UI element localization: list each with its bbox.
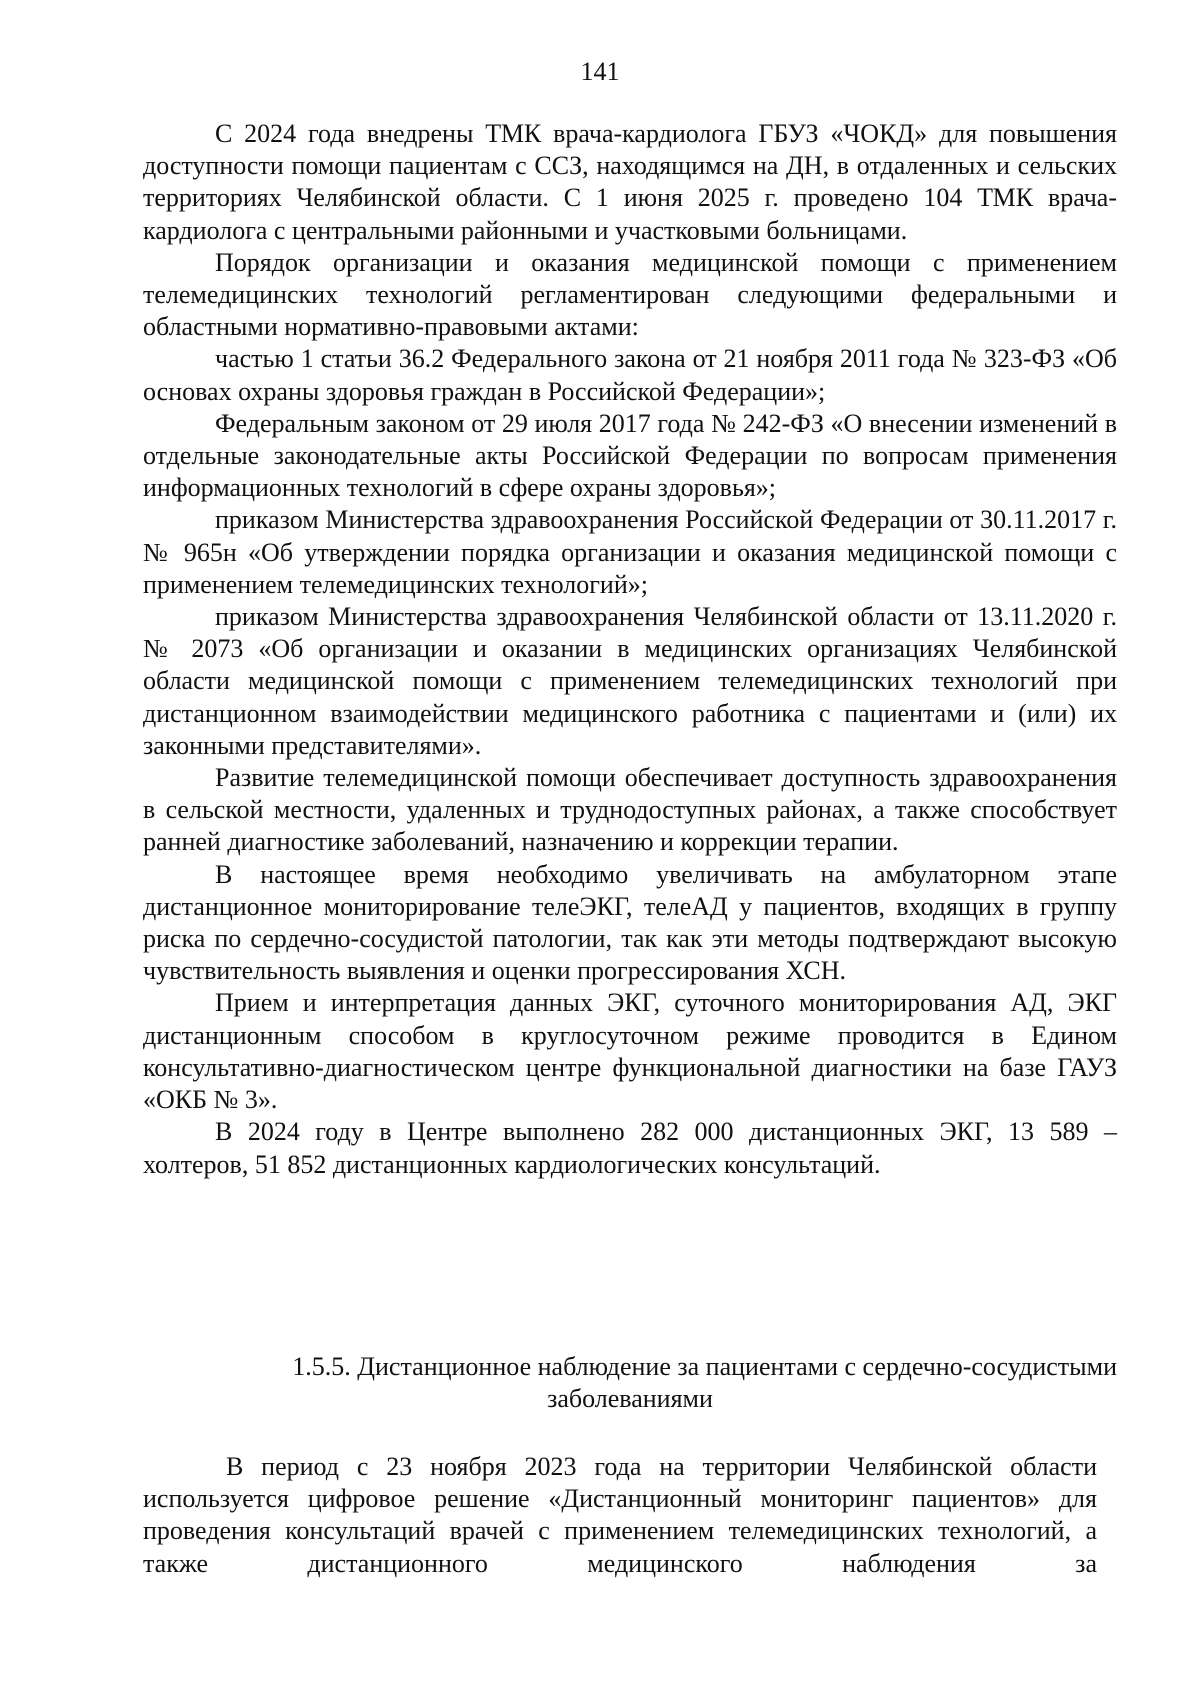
section-heading-line2: заболеваниями xyxy=(547,1384,713,1414)
paragraph-federal-law-242: Федеральным законом от 29 июля 2017 года № 242-ФЗ «О внесении изменений в отдельные законодательные акты Российской Федерации по вопросам применения информационных технологий в сфере охраны здоровья»; xyxy=(143,408,1117,503)
paragraph-ecg-center: Прием и интерпретация данных ЭКГ, суточного мониторирования АД, ЭКГ дистанционным способом в круглосуточном режиме проводится в Едином консультативно-диагностическом центре функциональной диагностики на базе ГАУЗ «ОКБ № 3». xyxy=(143,988,1117,1115)
section-body-text xyxy=(143,1451,1097,1580)
paragraph-digital-solution: В период с 23 ноября 2023 года на территории Челябинской области используется цифровое решение «Дистанционный мониторинг пациентов» для проведения консультаций врачей с применением телемедицинских технологий, а также дистанционного медицинского наблюдения за xyxy=(143,1452,1097,1578)
section-heading-line1: 1.5.5. Дистанционное наблюдение за пациентами с сердечно-сосудистыми xyxy=(292,1352,1117,1381)
paragraph-regulation-intro: Порядок организации и оказания медицинской помощи с применением телемедицинских технологий регламентирован следующими федеральными и областными нормативно-правовыми актами: xyxy=(143,247,1117,342)
page-number: 141 xyxy=(580,57,620,86)
paragraph-tmk-2024: С 2024 года внедрены ТМК врача-кардиолога ГБУЗ «ЧОКД» для повышения доступности помощи пациентам с ССЗ, находящимся на ДН, в отдаленных и сельских территориях Челябинской области. С 1 июня 2025 г. проведено 104 ТМК врача-кардиолога с центральными районными и участковыми больницами. xyxy=(143,119,1117,245)
body-text xyxy=(143,118,1117,1181)
paragraph-order-965n: приказом Министерства здравоохранения Российской Федерации от 30.11.2017 г. № 965н «Об утверждении порядка организации и оказания медицинской помощи с применением телемедицинских технологий»; xyxy=(143,505,1117,599)
paragraph-remote-monitoring: В настоящее время необходимо увеличивать на амбулаторном этапе дистанционное мониторирование телеЭКГ, телеАД у пациентов, входящих в группу риска по сердечно-сосудистой патологии, так как эти методы подтверждают высокую чувствительность выявления и оценки прогрессирования ХСН. xyxy=(143,859,1117,986)
paragraph-telemedicine-development: Развитие телемедицинской помощи обеспечивает доступность здравоохранения в сельской местности, удаленных и труднодоступных районах, а также способствует ранней диагностике заболеваний, назначению и коррекции терапии. xyxy=(143,763,1117,857)
paragraph-center-stats-2024: В 2024 году в Центре выполнено 282 000 дистанционных ЭКГ, 13 589 – холтеров, 51 852 дистанционных кардиологических консультаций. xyxy=(143,1117,1117,1179)
paragraph-order-2073: приказом Министерства здравоохранения Челябинской области от 13.11.2020 г. № 2073 «Об организации и оказании в медицинских организациях Челябинской области медицинской помощи с применением телемедицинских технологий при дистанционном взаимодействии медицинского работника с пациентами и (или) их законными представителями». xyxy=(143,602,1117,760)
section-heading xyxy=(143,1351,1117,1415)
paragraph-federal-law-323: частью 1 статьи 36.2 Федерального закона от 21 ноября 2011 года № 323-ФЗ «Об основах охраны здоровья граждан в Российской Федерации»; xyxy=(143,344,1117,406)
